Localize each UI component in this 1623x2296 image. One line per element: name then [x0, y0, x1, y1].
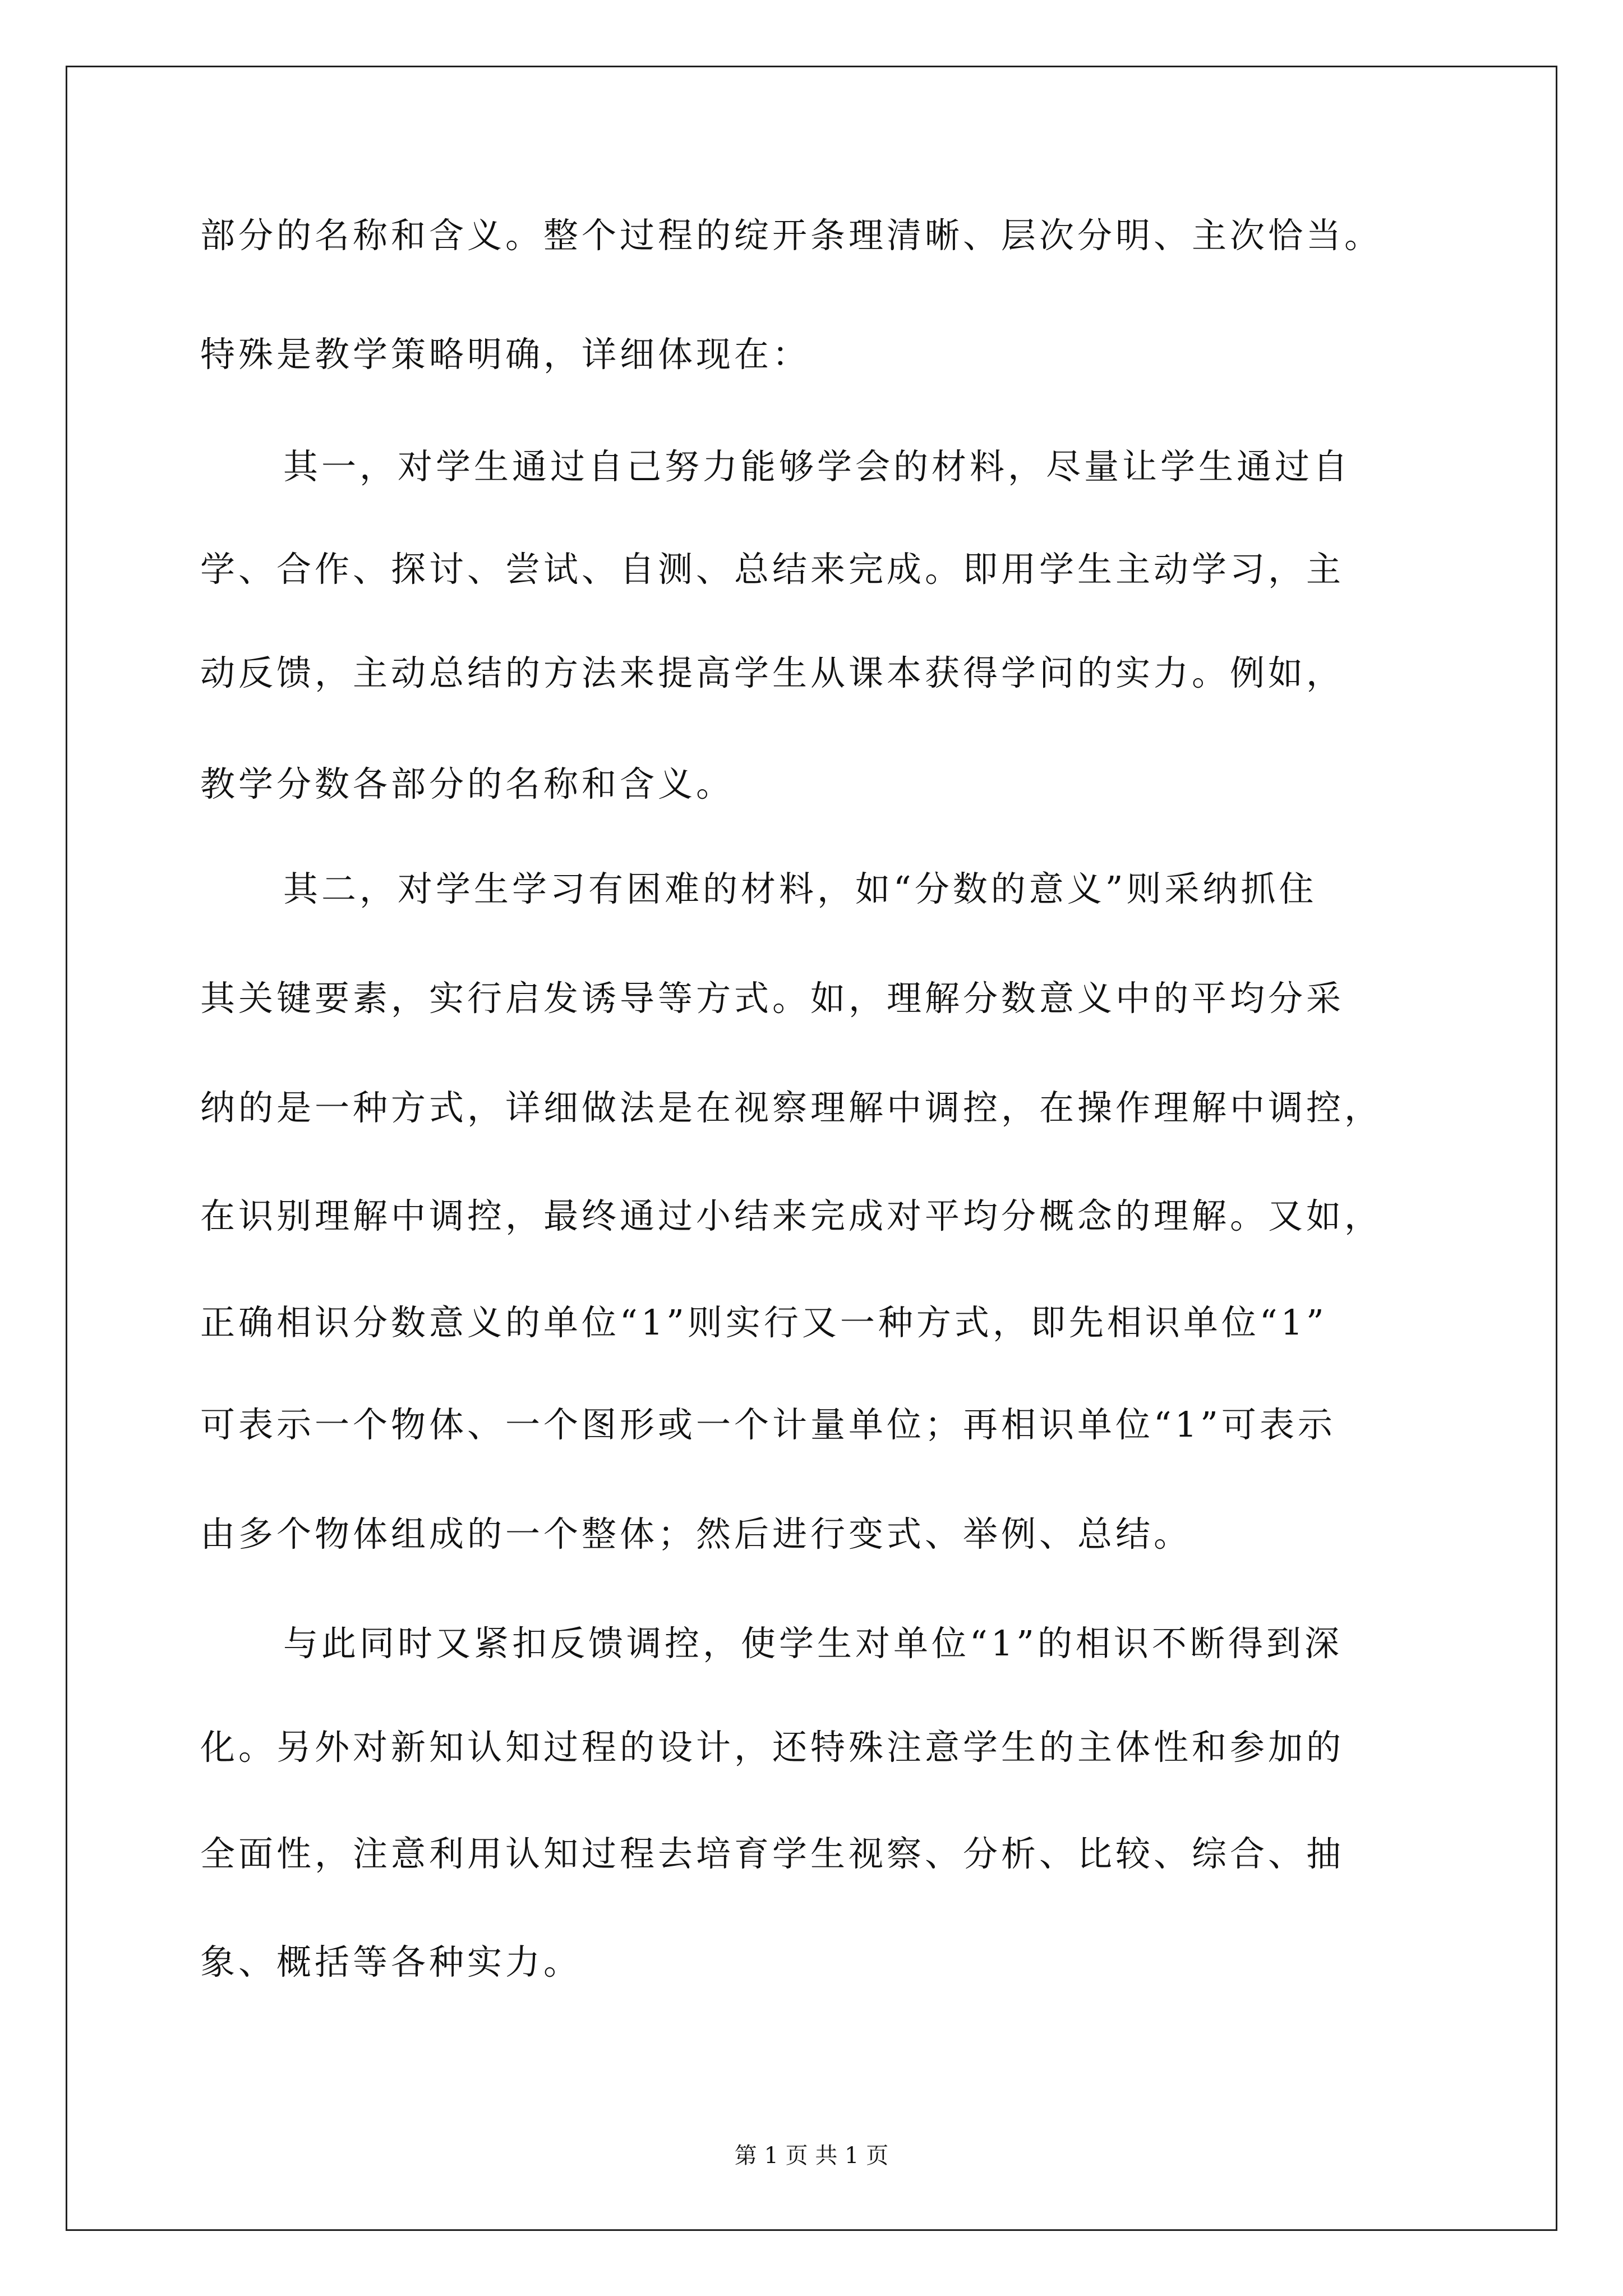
text-line: 部分的名称和含义。整个过程的绽开条理清晰、层次分明、主次恰当。 — [200, 215, 1383, 256]
text-line: 特殊是教学策略明确，详细体现在： — [200, 334, 811, 375]
text-line: 全面性，注意利用认知过程去培育学生视察、分析、比较、综合、抽 — [200, 1833, 1345, 1874]
paragraph-first-line: 其二，对学生学习有困难的材料，如“分数的意义”则采纳抓住 — [283, 868, 1317, 909]
paragraph-first-line: 与此同时又紧扣反馈调控，使学生对单位“1”的相识不断得到深 — [283, 1623, 1343, 1664]
page-border — [66, 66, 1557, 2231]
text-line: 象、概括等各种实力。 — [200, 1941, 582, 1982]
text-line: 化。另外对新知认知过程的设计，还特殊注意学生的主体性和参加的 — [200, 1727, 1345, 1768]
text-line: 纳的是一种方式，详细做法是在视察理解中调控，在操作理解中调控， — [200, 1087, 1383, 1128]
text-line: 动反馈，主动总结的方法来提高学生从课本获得学问的实力。例如， — [200, 652, 1345, 693]
text-line: 在识别理解中调控，最终通过小结来完成对平均分概念的理解。又如， — [200, 1195, 1383, 1236]
text-line: 由多个物体组成的一个整体；然后进行变式、举例、总结。 — [200, 1513, 1192, 1554]
text-line: 教学分数各部分的名称和含义。 — [200, 763, 735, 804]
text-line: 可表示一个物体、一个图形或一个计量单位；再相识单位“1”可表示 — [200, 1404, 1336, 1445]
text-line: 正确相识分数意义的单位“1”则实行又一种方式，即先相识单位“1” — [200, 1302, 1327, 1343]
page-number-footer: 第 1 页 共 1 页 — [734, 2143, 889, 2169]
text-line: 学、合作、探讨、尝试、自测、总结来完成。即用学生主动学习，主 — [200, 549, 1345, 590]
paragraph-first-line: 其一，对学生通过自己努力能够学会的材料，尽量让学生通过自 — [283, 446, 1352, 487]
text-line: 其关键要素，实行启发诱导等方式。如，理解分数意义中的平均分采 — [200, 978, 1345, 1019]
